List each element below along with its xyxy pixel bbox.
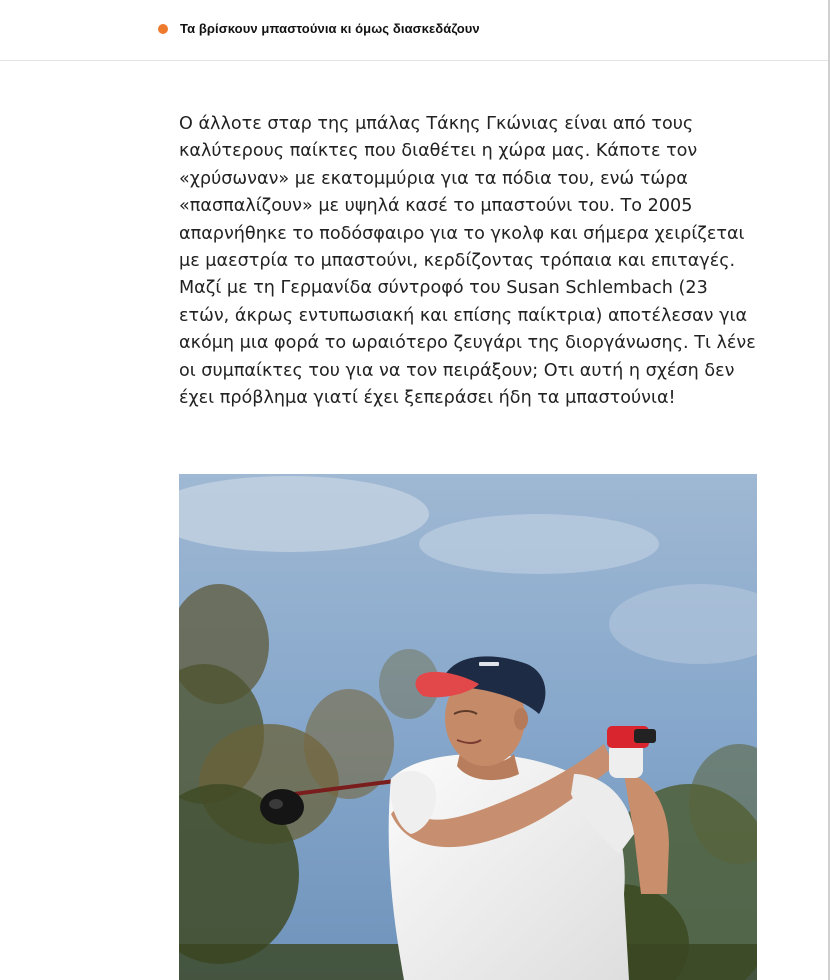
article-title[interactable]: Τα βρίσκουν μπαστούνια κι όμως διασκεδάζουν: [180, 21, 480, 36]
article-photo-golfer: [179, 474, 757, 980]
bullet-dot-icon: [158, 24, 168, 34]
sticky-header-content: [158, 21, 480, 36]
sticky-header: [0, 0, 830, 61]
article-paragraph: Ο άλλοτε σταρ της μπάλας Τάκης Γκώνιας είναι από τους καλύτερους παίκτες που διαθέτει η χώρα μας. Κάποτε τον «χρύσωναν» με εκατομμύρια για τα πόδια του, ενώ τώρα «πασπαλίζουν» με υψηλά κασέ το μπαστούνι του. Το 2005 απαρνήθηκε το ποδόσφαιρο για το γκολφ και σήμερα χειρίζεται με μαεστρία το μπαστούνι, κερδίζοντας τρόπαια και επιταγές. Μαζί με τη Γερμανίδα σύντροφό του Susan Schlembach (23 ετών, άκρως εντυπωσιακή και επίσης παίκτρια) αποτέλεσαν για ακόμη μια φορά το ωραιότερο ζευγάρι της διοργάνωσης. Τι λένε οι συμπαίκτες του για να τον πειράξουν; Οτι αυτή η σχέση δεν έχει πρόβλημα γιατί έχει ξεπεράσει ήδη τα μπαστούνια!: [179, 114, 756, 409]
